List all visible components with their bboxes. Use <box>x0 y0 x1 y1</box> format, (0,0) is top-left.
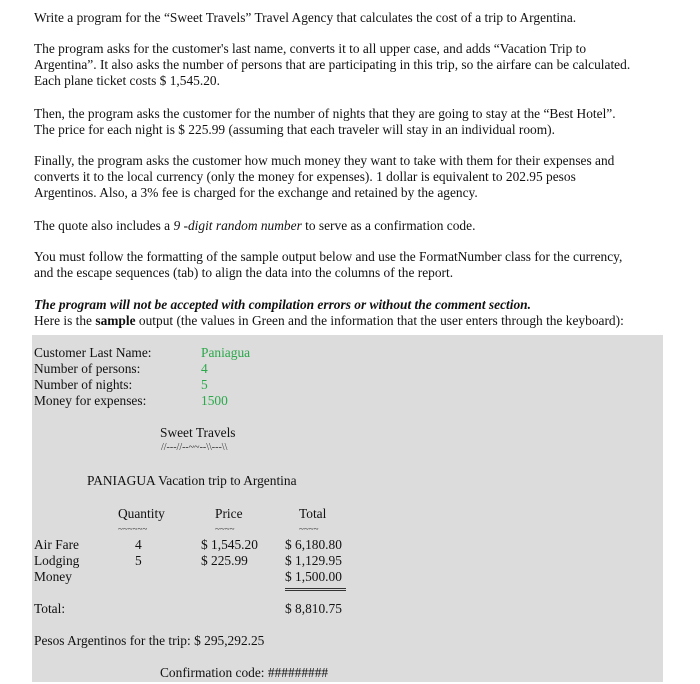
formatting-paragraph: You must follow the formatting of the sample output below and use the FormatNumber class for the currency, and the escape sequences (tab) to align the data into the columns of the report. <box>34 249 623 280</box>
confirmation-label: Confirmation code: <box>160 665 265 680</box>
intro-paragraph: Write a program for the “Sweet Travels” Travel Agency that calculates the cost of a trip to Argentina. <box>34 10 577 25</box>
input-value-nights: 5 <box>201 377 208 392</box>
row-total-money: $ 1,500.00 <box>285 569 342 584</box>
row-item-lodging: Lodging <box>34 553 80 568</box>
total-value: $ 8,810.75 <box>285 601 342 616</box>
confirmation-line <box>160 665 328 681</box>
confirmation-value: ######### <box>267 665 329 680</box>
row-quantity-airfare: 4 <box>135 537 142 552</box>
row-total-lodging: $ 1,129.95 <box>285 553 342 568</box>
pesos-label: Pesos Argentinos for the trip: <box>34 633 191 648</box>
trip-title: PANIAGUA Vacation trip to Argentina <box>87 473 297 488</box>
input-label-nights: Number of nights: <box>34 377 133 392</box>
header-total: Total <box>299 506 327 521</box>
row-price-airfare: $ 1,545.20 <box>201 537 258 552</box>
row-item-airfare: Air Fare <box>34 537 79 552</box>
underline-quantity: ~~~~~~ <box>118 524 148 534</box>
banner-decoration: //---//--~~--\\---\\ <box>161 442 228 453</box>
header-price: Price <box>215 506 243 521</box>
confirmation-paragraph: The quote also includes a 9 -digit random number to serve as a confirmation code. <box>34 218 476 233</box>
row-item-money: Money <box>34 569 72 584</box>
header-quantity: Quantity <box>118 506 165 521</box>
pesos-value: $ 295,292.25 <box>194 633 265 648</box>
sample-intro: Here is the sample output (the values in Green and the information that the user enters through the keyboard): <box>34 313 624 328</box>
expenses-paragraph: Finally, the program asks the customer how much money they want to take with them for their expenses and converts it to the local currency (only the money for expenses). 1 dollar is equivalent to 202.95 pesos Argentinos. Also, a 3% fee is charged for the exchange and retained by the agency. <box>34 153 615 200</box>
input-label-money: Money for expenses: <box>34 393 147 408</box>
total-label: Total: <box>34 601 66 616</box>
total-double-rule <box>285 588 346 591</box>
warning-text: The program will not be accepted with compilation errors or without the comment section. <box>34 297 531 312</box>
underline-total: ~~~~ <box>299 524 319 534</box>
input-label-persons: Number of persons: <box>34 361 141 376</box>
input-label-last-name: Customer Last Name: <box>34 345 152 360</box>
hotel-paragraph: Then, the program asks the customer for the number of nights that they are going to stay at the “Best Hotel”. The price for each night is $ 225.99 (assuming that each traveler will stay in an individual room). <box>34 106 616 137</box>
row-price-lodging: $ 225.99 <box>201 553 248 568</box>
input-value-money: 1500 <box>201 393 228 408</box>
underline-price: ~~~~ <box>215 524 235 534</box>
input-value-persons: 4 <box>201 361 208 376</box>
row-total-airfare: $ 6,180.80 <box>285 537 342 552</box>
input-value-last-name: Paniagua <box>201 345 251 360</box>
report-banner: Sweet Travels <box>160 425 236 440</box>
requirements-paragraph: The program asks for the customer's last name, converts it to all upper case, and adds “Vacation Trip to Argentina”. It also asks the number of persons that are participating in this trip, so the airfare can be calculated. Each plane ticket costs $ 1,545.20. <box>34 41 631 88</box>
pesos-line <box>34 633 264 649</box>
row-quantity-lodging: 5 <box>135 553 142 568</box>
